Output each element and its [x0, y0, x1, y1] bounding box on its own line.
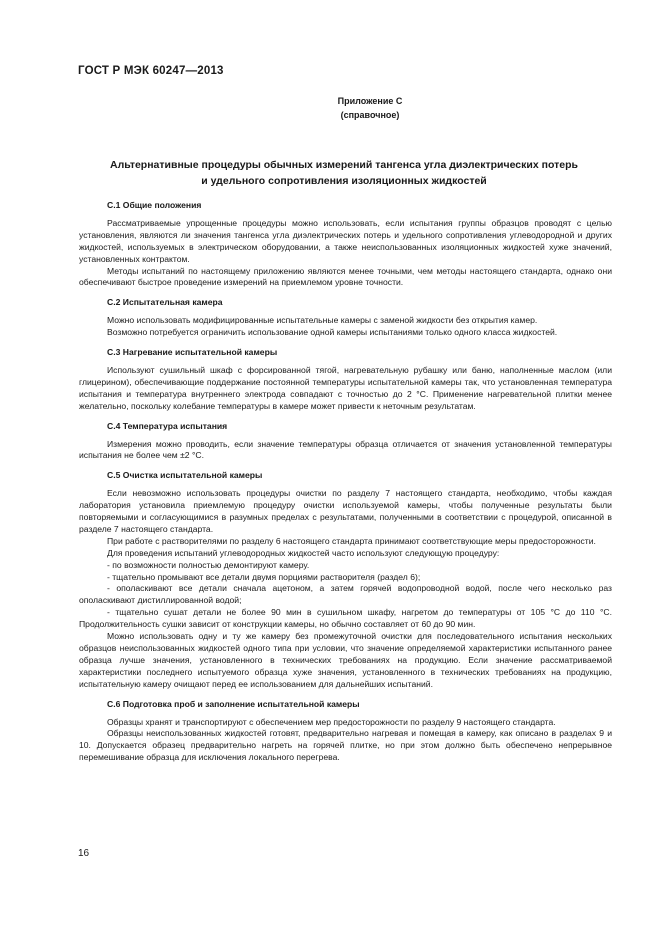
paragraph: Образцы хранят и транспортируют с обеспечением мер предосторожности по разделу 9 настоящего стандарта. — [107, 716, 556, 727]
paragraph: Если невозможно использовать процедуры очистки по разделу 7 настоящего стандарта, необходимо, чтобы каждая лаборатория установила приемлемую процедуру очистки используемой камеры, чтобы полученные результаты были повторяемыми и согласующимися в разумных пределах с результатами, полученными в соответствии с процедурой, описанной в разделе 7 настоящего стандарта. — [79, 488, 612, 534]
section-c5-heading: С.5 Очистка испытательной камеры — [107, 470, 263, 481]
section-c6-heading: С.6 Подготовка проб и заполнение испытательной камеры — [107, 698, 360, 709]
appendix-title: Приложение С — [337, 96, 403, 106]
appendix-type: (справочное) — [340, 110, 400, 120]
section-c1-heading: С.1 Общие положения — [107, 200, 202, 210]
list-item: - ополаскивают все детали сначала ацетоном, а затем горячей водопроводной водой, после чего несколько раз ополаскивают дистиллированной водой; — [79, 583, 612, 606]
appendix-label — [300, 94, 440, 122]
main-title — [78, 157, 610, 189]
paragraph: Рассматриваемые упрощенные процедуры можно использовать, если испытания группы образцов проводят с целью установления, являются ли значения тангенса угла диэлектрических потерь и удельного сопротивления углеводородной и других жидкостей, используемых в электрическом оборудовании, а также неиспользованных изоляционных жидкостей хуже значений, установленных контрактом. — [79, 217, 612, 264]
main-title-line-2: и удельного сопротивления изоляционных жидкостей — [201, 175, 487, 187]
paragraph: Возможно потребуется ограничить использование одной камеры испытаниями только одного класса жидкостей. — [107, 327, 558, 338]
page-number: 16 — [78, 848, 90, 859]
paragraph: Для проведения испытаний углеводородных жидкостей часто используют следующую процедуру: — [107, 547, 500, 558]
paragraph: Можно использовать одну и ту же камеру без промежуточной очистки для последовательного испытания нескольких образцов неиспользованных жидкостей одного типа при условии, что значение определяемой характеристики испытанного ранее образца лучше значения, установленного в технических требованиях на продукцию. Если значение рассматриваемой характеристики последнего испытуемого образца хуже значения, установленного в технических требованиях на продукцию, испытательную камеру очищают перед ее использованием для дальнейших испытаний. — [79, 631, 612, 689]
standard-header: ГОСТ Р МЭК 60247—2013 — [78, 65, 224, 77]
main-title-line-1: Альтернативные процедуры обычных измерений тангенса угла диэлектрических потерь — [110, 159, 578, 171]
list-item: - по возможности полностью демонтируют камеру. — [107, 559, 310, 570]
paragraph: Используют сушильный шкаф с форсированной тягой, нагревательную рубашку или баню, наполненные маслом (или глицерином), обеспечивающие поддержание постоянной температуры испытательной камеры так, что установленная температура испытания и температура внутреннего электрода совпадают с точностью до 2 °С. Применение нагревательной плитки менее желательно, поскольку колебание температуры в камере может привести к неточным результатам. — [79, 364, 612, 411]
list-item: - тщательно промывают все детали двумя порциями растворителя (раздел 6); — [107, 571, 421, 582]
paragraph: Образцы неиспользованных жидкостей готовят, предварительно нагревая и помещая в камеру, как описано в разделах 9 и 10. Допускается образец предварительно нагреть на горячей плитке, но при этом должно быть обеспечено непрерывное перемешивание образца для исключения локального перегрева. — [79, 728, 612, 763]
section-c4-heading: С.4 Температура испытания — [107, 420, 228, 431]
section-c2-heading: С.2 Испытательная камера — [107, 297, 223, 308]
paragraph: Методы испытаний по настоящему приложению являются менее точными, чем методы настоящего стандарта, однако они обеспечивают быстрое проведение измерений на приемлемом уровне точности. — [79, 265, 612, 288]
section-c3-heading: С.3 Нагревание испытательной камеры — [107, 347, 278, 358]
list-item: - тщательно сушат детали не более 90 мин в сушильном шкафу, нагретом до температуры от 105 °С до 110 °С. Продолжительность сушки зависит от конструкции камеры, но обычно составляет от 60 до 90 мин. — [79, 607, 612, 630]
paragraph: Можно использовать модифицированные испытательные камеры с заменой жидкости без открытия камер. — [107, 315, 538, 326]
paragraph: При работе с растворителями по разделу 6 настоящего стандарта принимают соответствующие меры предосторожности. — [107, 535, 596, 546]
document-body — [79, 200, 612, 764]
paragraph: Измерения можно проводить, если значение температуры образца отличается от значения установленной температуры испытания не более чем ±2 °С. — [79, 438, 612, 461]
